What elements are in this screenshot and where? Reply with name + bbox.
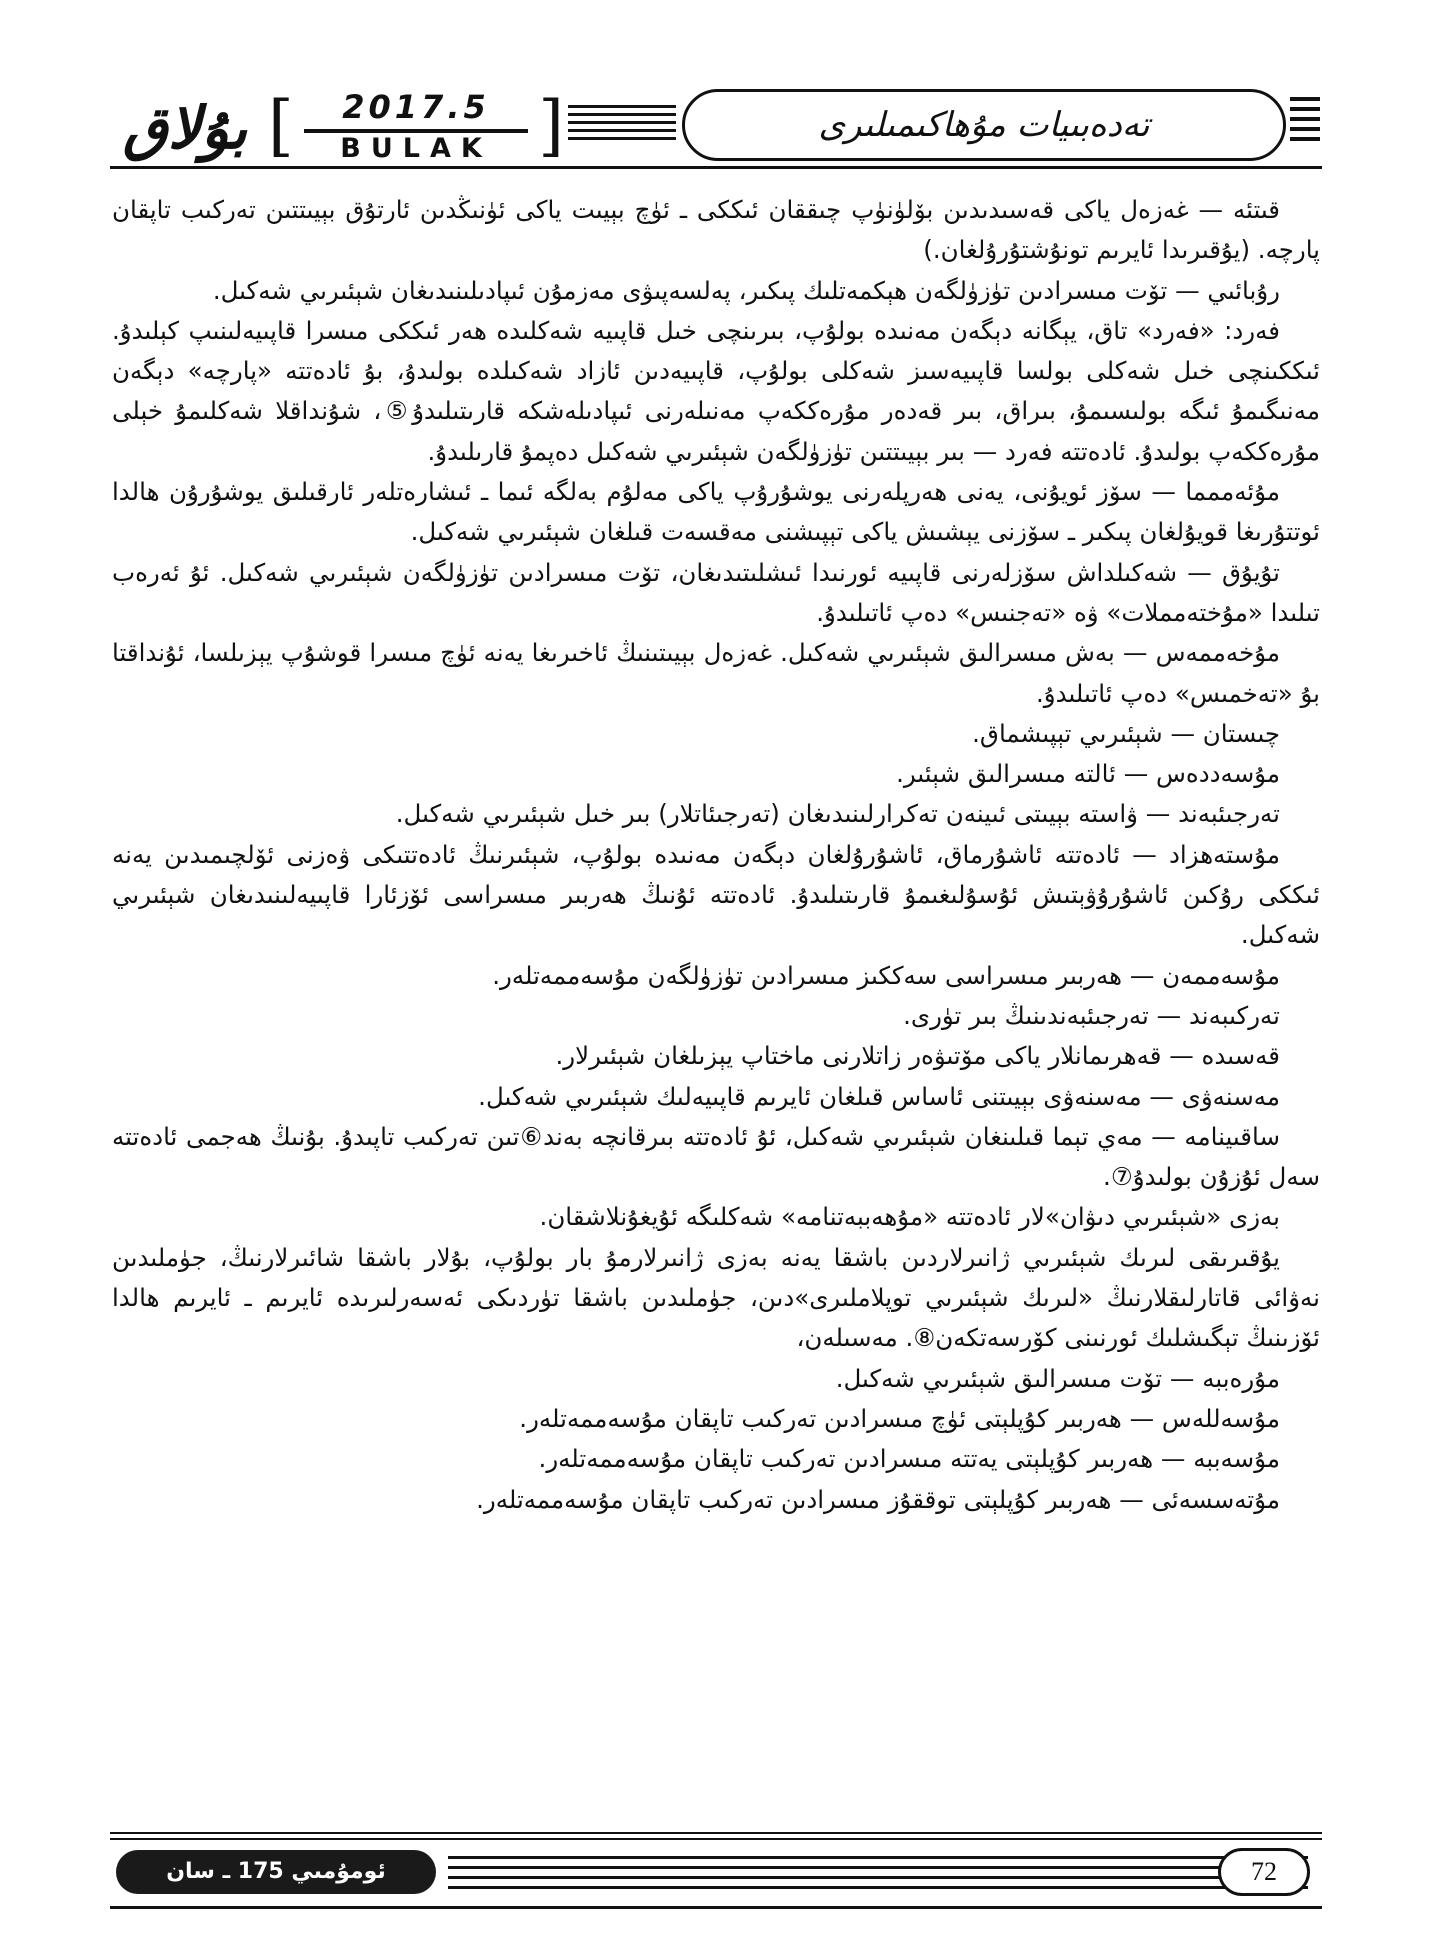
paragraph: چىستان — شېئىرىي تېپىشماق. <box>972 718 1280 748</box>
footer-rule <box>110 1906 1322 1909</box>
paragraph: قىتئە — غەزەل ياكى قەسىدىدىن بۆلۈنۈپ چىققان ئىككى ـ ئۈچ بېيىت ياكى ئۈنىڭدىن ئارتۇق بېيىتتىن تەركىب تاپقان پارچە. (يۇقىرىدا ئايرىم تونۇشتۇرۇلغان.) <box>112 195 1320 265</box>
paragraph: مۇرەببە — تۆت مىسرالىق شېئىرىي شەكىل. <box>835 1363 1280 1393</box>
page-number: 72 <box>1218 1848 1310 1896</box>
issue-number-badge: ئومۇمىي 175 ـ سان <box>116 1850 436 1894</box>
paragraph: مۇسەببە — ھەربىر كۇپلېتى يەتتە مىسرادىن تەركىب تاپقان مۇسەممەتلەر. <box>538 1444 1280 1474</box>
paragraph: قەسىدە — قەھرىمانلار ياكى مۆتىۋەر زاتلارنى ماختاپ يېزىلغان شېئىرلار. <box>555 1041 1280 1071</box>
section-title: تەدەبىيات مۇھاكىمىلىرى <box>682 89 1286 161</box>
paragraph: مۇسەممەن — ھەربىر مىسراسى سەككىز مىسرادىن تۈزۈلگەن مۇسەممەتلەر. <box>492 960 1280 990</box>
article-body <box>112 190 1320 1810</box>
footer-rule <box>110 1832 1322 1834</box>
header-divider <box>110 166 1322 169</box>
paragraph: ساقىينامە — مەي تېما قىلىنغان شېئىرىي شەكىل، ئۇ ئادەتتە بىرقانچە بەند⑥تىن تەركىب تاپىدۇ. بۇنىڭ ھەجمى ئادەتتە سەل ئۇزۇن بولىدۇ⑦. <box>112 1121 1320 1192</box>
right-brace-icon: ] <box>538 87 564 164</box>
paragraph: تەركىبەند — تەرجىئبەندىنىڭ بىر تۈرى. <box>903 1000 1280 1030</box>
paragraph: مۇسەللەس — ھەربىر كۇپلېتى ئۈچ مىسرادىن تەركىب تاپقان مۇسەممەتلەر. <box>519 1403 1280 1433</box>
journal-logo: بۇلاق <box>122 94 248 162</box>
paragraph: تۇيۇق — شەكىلداش سۆزلەرنى قاپىيە ئورنىدا ئىشلىتىدىغان، تۆت مىسرادىن تۈزۈلگەن شېئىرىي شەكىل. ئۇ ئەرەب تىلىدا «مۇختەمملات» ۋە «تەجنىس» دەپ ئاتىلىدۇ. <box>112 557 1320 627</box>
left-brace-icon: [ <box>268 87 294 164</box>
paragraph: تەرجىئبەند — ۋاستە بېيىتى ئىينەن تەكرارلىنىدىغان (تەرجىئاتلار) بىر خىل شېئىرىي شەكىل. <box>395 799 1280 829</box>
paragraph: مۇسەددەس — ئالتە مىسرالىق شېئىر. <box>896 759 1280 789</box>
paragraph: فەرد: «فەرد» تاق، يېگانە دېگەن مەنىدە بولۇپ، بىرىنچى خىل قاپىيە شەكلىدە ھەر ئىككى مىسرا قاپىيەلىنىپ كېلىدۇ. ئىككىنچى خىل شەكلى بولسا قاپىيەسىز شەكلى بولۇپ، قاپىيەدىن ئازاد شەكىلدە بولىدۇ، بۇ ئادەتتە «پارچە» دېگەن مەنىگىمۇ ئىگە بولىسىمۇ، بىراق، بىر قەدەر مۇرەككەپ مەنىلەرنى ئىپادىلەشكە قارىتىلىدۇ⑤، شۇنداقلا شەكلىمۇ خېلى مۇرەككەپ بولىدۇ. ئادەتتە فەرد — بىر بېيىتتىن تۈزۈلگەن شېئىرىي شەكىل دەپمۇ قارىلىدۇ. <box>112 315 1320 466</box>
paragraph: مۇئەممما — سۆز ئويۇنى، يەنى ھەرپلەرنى يوشۇرۇپ ياكى مەلۇم بەلگە ئىما ـ ئىشارەتلەر ئارقىلىق يوشۇرۇن ھالدا ئوتتۇرىغا قويۇلغان پىكىر ـ سۆزنى يېشىش ياكى تېپىشنى مەقسەت قىلغان شېئىرىي شەكىل. <box>112 477 1320 547</box>
paragraph: يۇقىرىقى لىرىك شېئىرىي ژانىرلاردىن باشقا يەنە بەزى ژانىرلارمۇ بار بولۇپ، بۇلار باشقا شائىرلارنىڭ، جۈملىدىن نەۋائى قاتارلىقلارنىڭ «لىرىك شېئىرىي توپلاملىرى»دىن، جۈملىدىن باشقا تۈردىكى ئەسەرلىرىدە ئايرىم ـ ئايرىم ھالدا ئۆزىنىڭ تېگىشلىك ئورنىنى كۆرسەتكەن⑧. مەسىلەن، <box>112 1242 1320 1353</box>
paragraph: مەسنەۋى — مەسنەۋى بېيىتنى ئاساس قىلغان ئايرىم قاپىيەلىك شېئىرىي شەكىل. <box>478 1081 1280 1111</box>
paragraph: بەزى «شېئىرىي دىۋان»لار ئادەتتە «مۇھەببەتنامە» شەكلىگە ئۇيغۇنلاشقان. <box>539 1202 1280 1232</box>
paragraph: مۇستەھزاد — ئادەتتە ئاشۇرماق، ئاشۇرۇلغان دېگەن مەنىدە بولۇپ، شېئىرنىڭ ئادەتتىكى ۋەزنى ئۆلچىمىدىن يەنە ئىككى رۇكىن ئاشۇرۇۋېتىش ئۇسۇلىغىمۇ قارىتىلىدۇ. ئادەتتە ئۇنىڭ ھەربىر مىسراسى ئۆزئارا قاپىيەلىنىدىغان شېئىرىي شەكىل. <box>112 839 1320 950</box>
issue-date: 2017.5 <box>342 88 490 126</box>
header-end-ornament <box>1290 97 1320 153</box>
page-header <box>110 85 1322 173</box>
footer-rule <box>110 1838 1322 1840</box>
paragraph: رۇبائىي — تۆت مىسرادىن تۈزۈلگەن ھېكمەتلىك پىكىر، پەلسەپىۋى مەزمۇن ئىپادىلىنىدىغان شېئىرىي شەكىل. <box>212 275 1280 305</box>
paragraph: مۇخەممەس — بەش مىسرالىق شېئىرىي شەكىل. غەزەل بېيىتىنىڭ ئاخىرىغا يەنە ئۈچ مىسرا قوشۇپ يېزىلسا، ئۇنداقتا بۇ «تەخمىس» دەپ ئاتىلىدۇ. <box>112 638 1320 708</box>
issue-block <box>268 87 564 169</box>
header-rule-lines <box>568 105 676 149</box>
page-footer <box>110 1832 1322 1912</box>
journal-name: BULAK <box>304 129 528 165</box>
footer-rule-lines <box>448 1856 1308 1890</box>
paragraph: مۇتەسسەئى — ھەربىر كۇپلېتى توققۇز مىسرادىن تەركىب تاپقان مۇسەممەتلەر. <box>476 1484 1280 1514</box>
